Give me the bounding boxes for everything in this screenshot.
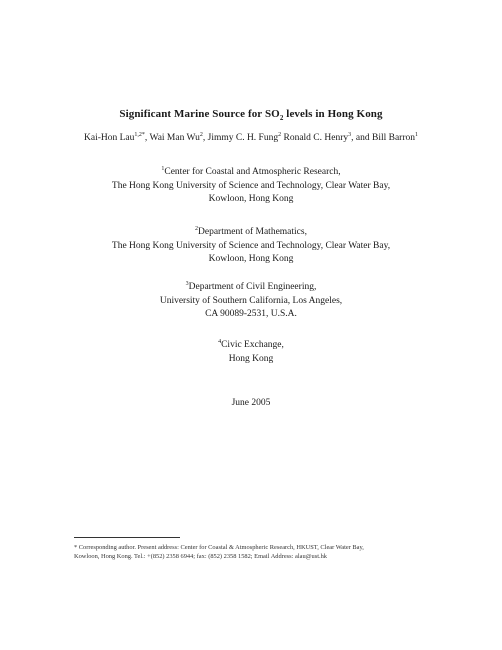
author-separator: ,	[202, 133, 208, 143]
affiliation-line: $^1$Center for Coastal and Atmospheric Research,	[161, 165, 341, 177]
affiliation-1	[0, 166, 502, 207]
footnote-line: * Corresponding author. Present address: Center for Coastal & Atmospheric Research, HKUST, Clear Water Bay,	[74, 544, 364, 551]
affiliation-line: Kowloon, Hong Kong	[208, 194, 294, 204]
corresponding-author-footnote	[74, 543, 434, 561]
title-text-end: levels in Hong Kong	[283, 108, 383, 120]
affiliation-line: University of Southern California, Los Angeles,	[159, 295, 343, 306]
affiliation-marker: 2	[195, 225, 199, 232]
author-affil-marker: 3	[348, 131, 352, 138]
author-name: Bill Barron	[371, 133, 415, 143]
affiliation-marker: 1	[161, 165, 165, 172]
title-subscript: 2	[279, 114, 284, 123]
author-name: Kai-Hon Lau	[84, 133, 135, 143]
affiliation-line: Kowloon, Hong Kong	[208, 254, 294, 264]
author-name: Ronald C. Henry	[283, 133, 349, 143]
affiliation-line: CA 90089-2531, U.S.A.	[205, 309, 297, 319]
author-list	[0, 133, 502, 143]
footnote-divider	[74, 537, 180, 538]
affiliation-line: Hong Kong	[228, 353, 274, 364]
affiliation-3	[0, 281, 502, 322]
paper-date: June 2005	[231, 398, 271, 408]
affiliation-line: $^2$Department of Mathematics,	[195, 225, 307, 237]
affiliation-marker: 4	[218, 338, 222, 345]
author-separator: ,	[144, 133, 150, 143]
author-affil-marker: 2	[199, 131, 203, 138]
author-separator: , and	[351, 133, 372, 143]
author-name: Jimmy C. H. Fung	[207, 133, 279, 143]
footnote-line: Kowloon, Hong Kong. Tel.: +(852) 2358 6944; fax: (852) 2358 1582; Email Address: alau@ust.hk	[74, 553, 327, 560]
affiliation-line: $^3$Department of Civil Engineering,	[185, 280, 317, 292]
affiliation-line: The Hong Kong University of Science and Technology, Clear Water Bay,	[111, 240, 391, 251]
affiliation-2	[0, 226, 502, 267]
affiliation-marker: 3	[185, 280, 189, 287]
author-affil-marker: 2	[278, 131, 282, 138]
affiliation-line: The Hong Kong University of Science and Technology, Clear Water Bay,	[111, 180, 391, 191]
title-text: Significant Marine Source for SO	[119, 108, 280, 120]
affiliation-4	[0, 339, 502, 366]
paper-title	[0, 108, 502, 122]
affiliation-line: $^4$Civic Exchange,	[218, 338, 284, 350]
author-name: Wai Man Wu	[149, 133, 200, 143]
author-affil-marker: 1	[415, 131, 418, 138]
author-affil-marker: 1,2*	[134, 131, 145, 138]
